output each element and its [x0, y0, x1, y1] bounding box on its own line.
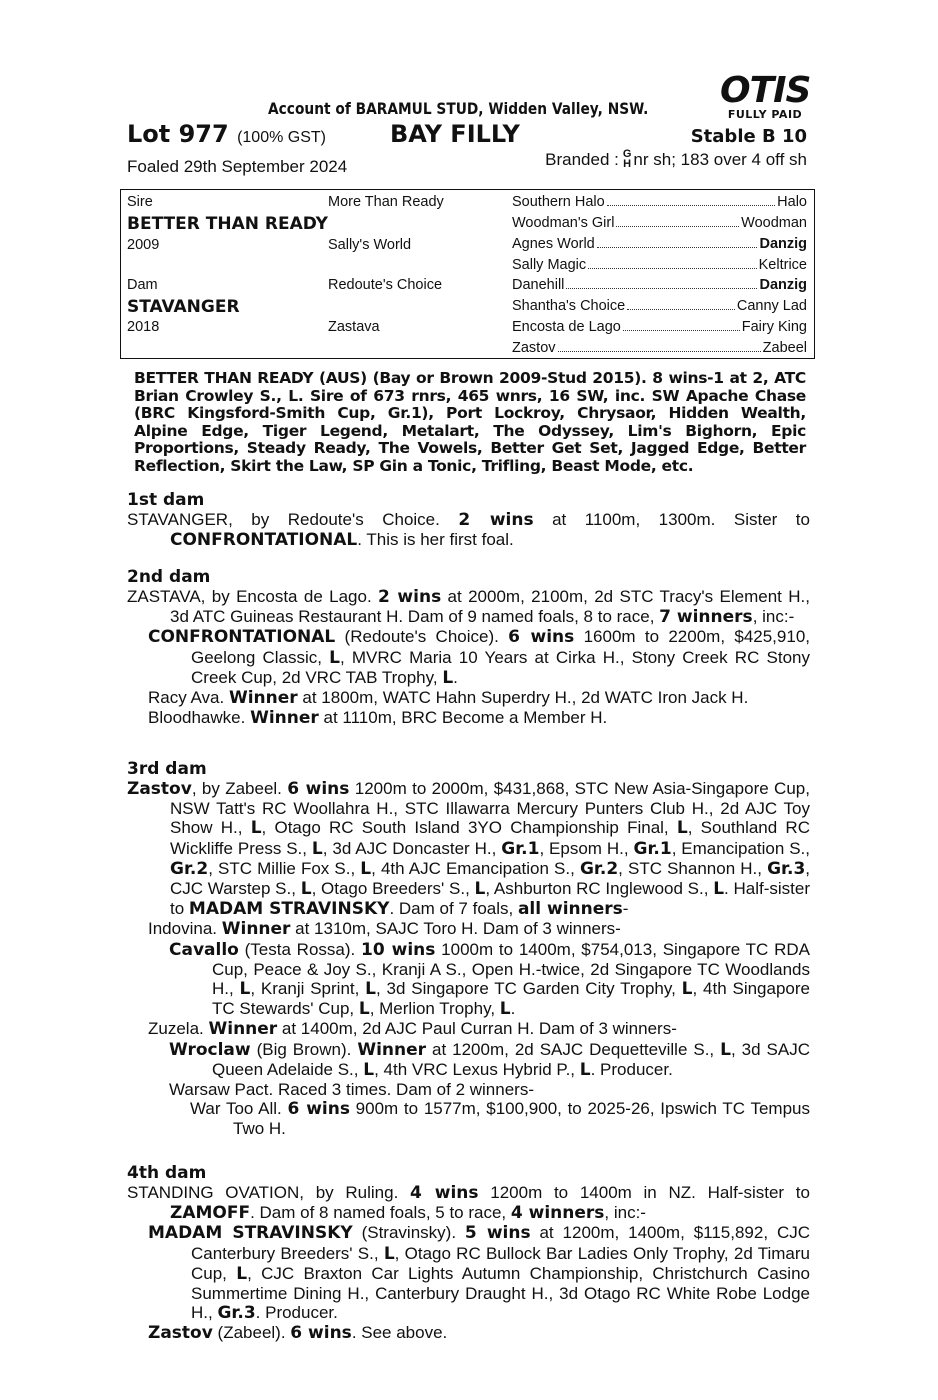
text-run: at 1110m, BRC Become a Member H. [318, 708, 608, 728]
grandparent-sire: Danzig [759, 277, 807, 293]
text-run: 900m to 1577m, $100,900, to 2025-26, Ipswich TC Tempus Two H. [233, 1099, 810, 1139]
bold-run: CONFRONTATIONAL [170, 530, 358, 551]
bold-run: L [239, 979, 251, 1000]
produce-record [127, 1183, 810, 1223]
bold-run: L [363, 1059, 375, 1080]
text-run: Zuzela. [148, 1019, 209, 1039]
section-body [127, 1183, 810, 1344]
bold-run: Winner [228, 688, 298, 709]
bold-run: L [676, 818, 688, 839]
text-run: War Too All. [190, 1099, 288, 1119]
text-run: , Otago Breeders' S., [311, 879, 475, 899]
text-run: . [510, 999, 516, 1019]
bold-run: Winner [221, 919, 291, 940]
text-run: Bloodhawke. [148, 708, 251, 728]
grandparent-row [512, 215, 807, 231]
section-heading: 2nd dam [127, 567, 211, 587]
bold-run: L [250, 818, 262, 839]
bold-run: L [681, 979, 693, 1000]
grandparent-name: Encosta de Lago [512, 319, 621, 335]
produce-record [127, 587, 810, 627]
grandparent-name: Danehill [512, 277, 565, 293]
text-run: 1200m to 1400m in NZ. Half-sister to [478, 1183, 810, 1202]
text-run: (Testa Rossa). [238, 939, 362, 959]
bold-run: Wroclaw [169, 1039, 251, 1060]
text-run: 1600m to 2200m, $425,910, Geelong Classic, [191, 627, 810, 667]
text-run: , Emancipation S., [671, 838, 810, 858]
bold-run: 6 wins [290, 1323, 352, 1344]
bold-run: 2 wins [378, 587, 442, 607]
grandparent-row [512, 319, 807, 335]
bold-run: 2 wins [458, 510, 534, 530]
sire-name: BETTER THAN READY [127, 214, 328, 234]
text-run: STANDING OVATION, by Ruling. [127, 1183, 411, 1202]
text-run: , Epsom H., [539, 838, 634, 858]
text-run: at 1100m, 1300m. Sister to [533, 510, 810, 529]
section-heading: 3rd dam [127, 759, 207, 779]
grandparent-name: Shantha's Choice [512, 298, 626, 314]
dot-leader [616, 215, 739, 227]
bold-run: L [442, 667, 454, 688]
text-run: . [453, 667, 458, 687]
vendor-account: Account of BARAMUL STUD, Widden Valley, NSW. [268, 99, 649, 118]
grandparent-sire: Danzig [759, 236, 807, 252]
text-run: (Big Brown). [250, 1039, 358, 1059]
text-run: . See above. [351, 1323, 448, 1343]
produce-record [127, 1223, 810, 1323]
produce-record [127, 940, 810, 1020]
bold-run: Gr.1 [501, 838, 540, 859]
text-run: , 3d SAJC Queen Adelaide S., [212, 1039, 810, 1079]
text-run: , Otago RC Bullock Bar Ladies Only Trophy, 2d Timaru Cup, [191, 1243, 810, 1283]
bold-run: 7 winners [659, 607, 753, 628]
text-run: ZASTAVA, by Encosta de Lago. [127, 587, 379, 606]
bold-run: 5 wins [464, 1223, 531, 1244]
text-run: , Kranji Sprint, [250, 979, 366, 999]
text-run: , CJC Warstep S., [170, 858, 811, 899]
fully-paid-label: FULLY PAID [727, 108, 803, 121]
text-run: (Redoute's Choice). [335, 627, 509, 647]
text-run: Racy Ava. [148, 688, 229, 708]
text-run: , inc:- [604, 1203, 646, 1223]
bold-run: L [365, 979, 377, 1000]
produce-record [127, 708, 810, 728]
otis-logo-mark: OTIS [720, 70, 811, 111]
stable-location: Stable B 10 [690, 126, 807, 147]
bold-run: Gr.2 [170, 858, 209, 879]
branded-info [545, 150, 807, 170]
section-heading: 1st dam [127, 490, 205, 510]
text-run: , 3d AJC Doncaster H., [322, 838, 502, 858]
branded-suffix: nr sh; 183 over 4 off sh [633, 150, 807, 169]
text-run: , Otago RC South Island 3YO Championship Final, [261, 818, 677, 838]
text-run: . This is her first foal. [357, 530, 514, 550]
text-run: at 1200m, 1400m, $115,892, CJC Canterbury Breeders' S., [191, 1223, 810, 1263]
grandparent-sire: Halo [777, 194, 807, 210]
sire-dam: Sally's World [328, 237, 412, 253]
text-run: STAVANGER, by Redoute's Choice. [127, 510, 459, 529]
text-run: , 4th VRC Lexus Hybrid P., [374, 1059, 580, 1079]
bold-run: ZAMOFF [170, 1203, 251, 1224]
grandparent-sire: Fairy King [741, 319, 807, 335]
dot-leader [566, 277, 757, 289]
lot-number [127, 120, 326, 148]
text-run: , CJC Braxton Car Lights Autumn Championship, Christchurch Casino Summertime Dining H., Canterbury Draught H., 3d Otago RC White Robe Lodge H., [191, 1263, 810, 1323]
bold-run: Gr.2 [579, 858, 619, 879]
sire-label: Sire [127, 194, 153, 210]
bold-run: Gr.1 [633, 838, 672, 859]
text-run: (Zabeel). [212, 1323, 291, 1343]
bold-run: L [311, 838, 323, 859]
text-run: , 4th AJC Emancipation S., [371, 858, 580, 878]
produce-record [127, 919, 810, 939]
bold-run: Zastov [148, 1323, 213, 1344]
text-run: , by Zabeel. [191, 779, 288, 798]
text-run: Warsaw Pact. Raced 3 times. Dam of 2 winners- [169, 1080, 534, 1100]
bold-run: Zastov [127, 779, 192, 799]
bold-run: L [383, 1243, 395, 1264]
grandparent-sire: Woodman [741, 215, 807, 231]
bold-run: all winners [517, 899, 623, 920]
brand-mark-top: G [622, 148, 632, 160]
text-run: . Producer. [590, 1059, 673, 1079]
dam-label: Dam [127, 277, 158, 293]
bold-run: 4 wins [410, 1183, 479, 1203]
bold-run: L [713, 879, 725, 900]
bold-run: Winner [208, 1019, 278, 1040]
section-body [127, 587, 810, 728]
bold-run: Cavallo [169, 939, 239, 960]
section-body [127, 510, 810, 550]
text-run: (Stravinsky). [352, 1223, 465, 1243]
text-run: . Producer. [255, 1303, 338, 1323]
produce-record [127, 1019, 810, 1039]
produce-record [127, 1099, 810, 1138]
bold-run: MADAM STRAVINSKY [148, 1223, 353, 1244]
grandparent-name: Agnes World [512, 236, 595, 252]
text-run: at 1310m, SAJC Toro H. Dam of 3 winners- [290, 919, 621, 939]
foaled-date: Foaled 29th September 2024 [127, 157, 348, 176]
bold-run: L [236, 1263, 248, 1284]
text-run: at 1200m, 2d SAJC Dequetteville S., [426, 1039, 721, 1059]
text-run: 1200m to 2000m, $431,868, STC New Asia-Singapore Cup, NSW Tatt's RC Woollahra H., STC Illawarra Mercury Punters Club H., 2d AJC Toy Show H., [170, 779, 810, 838]
grandparent-row [512, 298, 807, 314]
text-run: at 1400m, 2d AJC Paul Curran H. Dam of 3 winners- [277, 1019, 677, 1039]
bold-run: Winner [250, 708, 319, 729]
text-run: . Dam of 7 foals, [389, 899, 518, 919]
lot-label: Lot 977 [127, 120, 229, 148]
grandparent-row [512, 277, 807, 293]
page-title: BAY FILLY [390, 120, 520, 148]
grandparent-row [512, 236, 807, 252]
text-run: - [622, 899, 629, 919]
section-heading: 4th dam [127, 1163, 207, 1183]
sire-year: 2009 [127, 237, 160, 253]
bold-run: 10 wins [361, 939, 436, 960]
brand-mark-bottom: H [623, 158, 632, 170]
bold-run: Gr.3 [217, 1303, 256, 1324]
bold-run: L [499, 999, 511, 1020]
brand-mark-icon [623, 149, 632, 169]
text-run: , 4th Singapore TC Stewards' Cup, [212, 979, 810, 1019]
text-run: . Half-sister to [170, 879, 810, 919]
grandparent-name: Sally Magic [512, 257, 587, 273]
produce-record [127, 1080, 810, 1099]
otis-logo [720, 70, 811, 121]
produce-record [127, 779, 810, 919]
text-run: 1000m to 1400m, $754,013, Singapore TC RDA Cup, Peace & Joy S., Kranji A S., Open H.-twice, 2d Singapore TC Woodlands H., [212, 939, 810, 999]
grandparent-row [512, 340, 807, 356]
produce-record [127, 1323, 810, 1343]
section-body [127, 779, 810, 1139]
dot-leader [597, 236, 758, 248]
grandparent-sire: Keltrice [758, 257, 807, 273]
grandparent-row [512, 257, 807, 273]
pedigree-table [120, 189, 815, 359]
dam-dam: Zastava [328, 319, 380, 335]
text-run: , inc:- [752, 607, 795, 627]
dot-leader [588, 257, 757, 269]
text-run: , STC Millie Fox S., [208, 858, 361, 878]
text-run: , MVRC Maria 10 Years at Cirka H., Stony Creek RC Stony Creek Cup, 2d VRC TAB Trophy, [191, 647, 810, 687]
grandparent-name: Southern Halo [512, 194, 605, 210]
text-run: , Ashburton RC Inglewood S., [485, 879, 714, 899]
sire-sire: More Than Ready [328, 194, 444, 210]
dam-name: STAVANGER [127, 297, 240, 317]
bold-run: CONFRONTATIONAL [148, 627, 336, 648]
grandparent-sire: Zabeel [762, 340, 807, 356]
produce-record [127, 510, 810, 550]
bold-run: 6 wins [508, 627, 575, 648]
dot-leader [558, 340, 761, 352]
text-run: , Merlion Trophy, [369, 999, 500, 1019]
bold-run: L [474, 879, 486, 900]
text-run: , STC Shannon H., [618, 858, 768, 878]
bold-run: L [358, 999, 370, 1020]
text-run: . Dam of 8 named foals, 5 to race, [250, 1203, 511, 1223]
text-run: at 2000m, 2100m, 2d STC Tracy's Element H., 3d ATC Guineas Restaurant H. Dam of 9 named foals, 8 to race, [170, 587, 810, 627]
bold-run: L [300, 879, 312, 900]
bold-run: L [720, 1039, 731, 1060]
dot-leader [623, 319, 740, 331]
bold-run: Gr.3 [767, 858, 806, 879]
dam-sire: Redoute's Choice [328, 277, 443, 293]
text-run: , 3d Singapore TC Garden City Trophy, [376, 979, 682, 999]
branded-prefix: Branded : [545, 150, 619, 169]
dam-year: 2018 [127, 319, 160, 335]
dot-leader [607, 194, 775, 206]
text-run: , Southland RC Wickliffe Press S., [170, 818, 810, 858]
bold-run: L [579, 1059, 591, 1080]
grandparent-name: Woodman's Girl [512, 215, 615, 231]
bold-run: 6 wins [287, 1099, 350, 1120]
bold-run: L [360, 858, 372, 879]
gst-note: (100% GST) [237, 129, 326, 146]
sire-summary: BETTER THAN READY (AUS) (Bay or Brown 2009-Stud 2015). 8 wins-1 at 2, ATC Brian Crowley S., L. Sire of 673 rnrs, 465 wnrs, 16 SW, inc. SW Apache Chase (BRC Kingsford-Smith Cup, Gr.1), Port Lockroy, Chrysaor, Hidden Wealth, Alpine Edge, Tiger Legend, Metalart, The Odyssey, Lim's Bighorn, Epic Proportions, Steady Ready, The Vowels, Better Get Set, Jagged Edge, Better Reflection, Skirt the Law, SP Gin a Tonic, Trifling, Beast Mode, etc. [134, 369, 806, 475]
grandparent-sire: Canny Lad [736, 298, 807, 314]
bold-run: 4 winners [510, 1203, 605, 1224]
grandparent-name: Zastov [512, 340, 556, 356]
text-run: at 1800m, WATC Hahn Superdry H., 2d WATC Iron Jack H. [297, 688, 749, 708]
bold-run: Winner [357, 1039, 427, 1060]
text-run: Indovina. [148, 919, 222, 939]
dot-leader [627, 298, 735, 310]
bold-run: 6 wins [287, 779, 350, 799]
produce-record [127, 688, 810, 708]
produce-record [127, 627, 810, 688]
bold-run: MADAM STRAVINSKY [188, 899, 390, 920]
produce-record [127, 1040, 810, 1080]
grandparent-row [512, 194, 807, 210]
bold-run: L [329, 647, 340, 668]
